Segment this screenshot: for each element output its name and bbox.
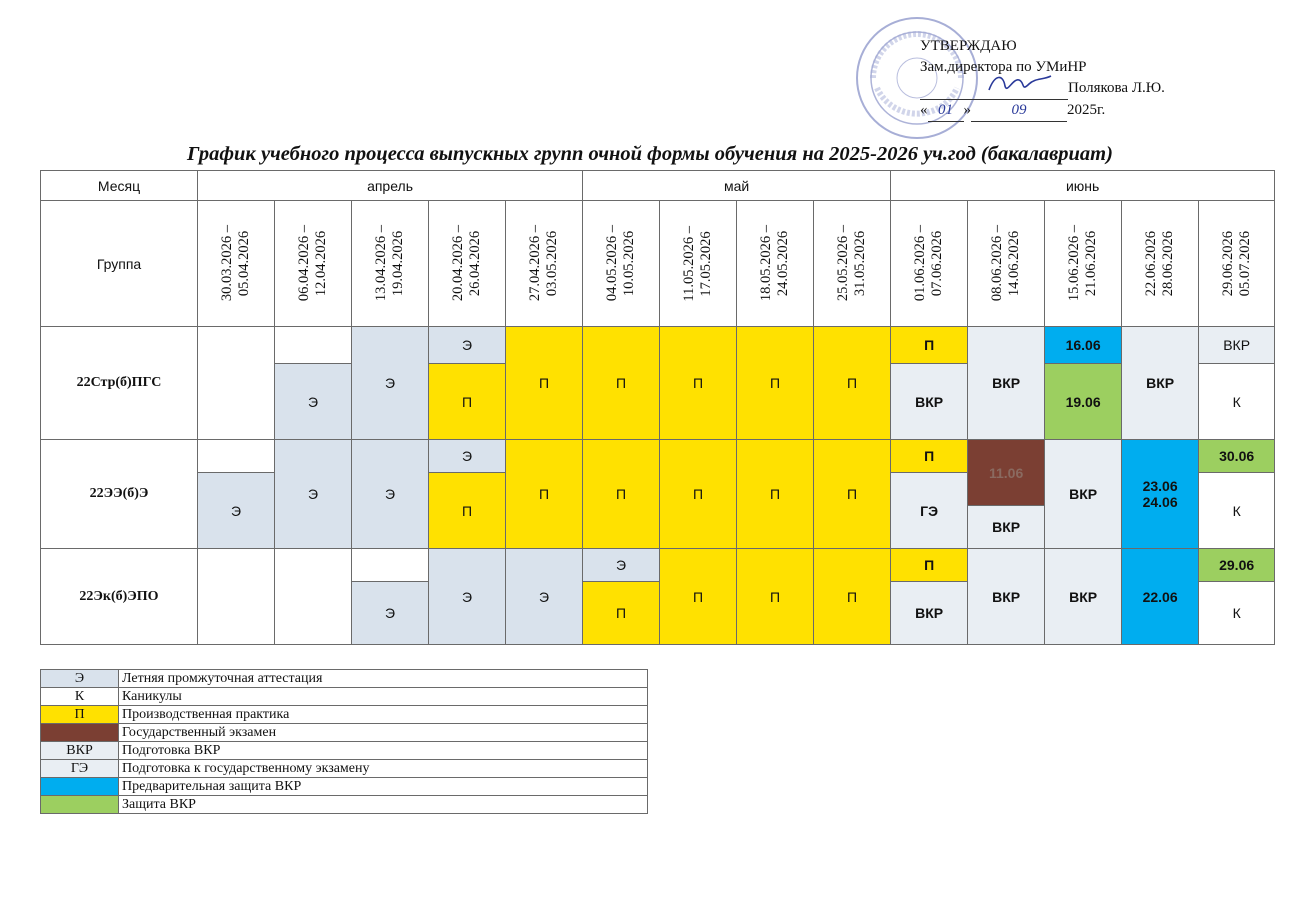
schedule-cell: Э: [275, 440, 352, 549]
schedule-cell: 22.06: [1122, 549, 1199, 645]
month-april: апрель: [198, 171, 583, 201]
legend-swatch: [41, 778, 119, 796]
signature-mark: [985, 70, 1055, 98]
month-may: май: [583, 171, 891, 201]
schedule-cell: [198, 440, 275, 473]
week-header: 22.06.2026 28.06.2026: [1122, 201, 1199, 327]
schedule-cell: [275, 327, 352, 364]
schedule-cell: П: [660, 327, 737, 440]
schedule-cell: Э: [583, 549, 660, 582]
approval-month: 09: [971, 100, 1067, 122]
schedule-cell: ВКР: [891, 364, 968, 440]
legend-text: Подготовка к государственному экзамену: [119, 760, 648, 778]
legend-swatch: [41, 796, 119, 814]
legend-table: [40, 669, 648, 814]
legend-row: [41, 706, 648, 724]
approval-date: « 01 » 09 2025г.: [920, 100, 1165, 122]
schedule-cell: К: [1199, 582, 1275, 645]
legend-swatch: ВКР: [41, 742, 119, 760]
schedule-cell: П: [891, 440, 968, 473]
group-name: 22ЭЭ(б)Э: [41, 440, 198, 549]
schedule-cell: П: [506, 327, 583, 440]
week-header: 20.04.2026 – 26.04.2026: [429, 201, 506, 327]
legend-text: Государственный экзамен: [119, 724, 648, 742]
schedule-cell: П: [814, 327, 891, 440]
schedule-cell: [275, 549, 352, 645]
week-header: 01.06.2026 – 07.06.2026: [891, 201, 968, 327]
schedule-cell: Э: [352, 440, 429, 549]
legend-text: Каникулы: [119, 688, 648, 706]
schedule-cell: 11.06: [968, 440, 1045, 506]
schedule-cell: Э: [506, 549, 583, 645]
week-header: 30.03.2026 – 05.04.2026: [198, 201, 275, 327]
schedule-cell: П: [660, 549, 737, 645]
schedule-cell: П: [737, 327, 814, 440]
schedule-cell: П: [891, 327, 968, 364]
approval-day: 01: [928, 100, 964, 122]
schedule-cell: К: [1199, 473, 1275, 549]
schedule-cell: П: [891, 549, 968, 582]
schedule-cell: Э: [429, 440, 506, 473]
schedule-cell: ВКР: [1199, 327, 1275, 364]
schedule-cell: П: [583, 327, 660, 440]
week-header: 04.05.2026 – 10.05.2026: [583, 201, 660, 327]
schedule-cell: П: [583, 440, 660, 549]
schedule-cell: ВКР: [968, 506, 1045, 549]
schedule-cell: ВКР: [1045, 549, 1122, 645]
week-header: 25.05.2026 – 31.05.2026: [814, 201, 891, 327]
week-header: 13.04.2026 – 19.04.2026: [352, 201, 429, 327]
schedule-cell: ВКР: [968, 549, 1045, 645]
month-june: июнь: [891, 171, 1275, 201]
schedule-cell: П: [814, 549, 891, 645]
week-header: 11.05.2026 – 17.05.2026: [660, 201, 737, 327]
schedule-cell: ВКР: [1122, 327, 1199, 440]
legend-swatch: К: [41, 688, 119, 706]
week-header: 27.04.2026 – 03.05.2026: [506, 201, 583, 327]
group-name: 22Стр(б)ПГС: [41, 327, 198, 440]
schedule-cell: Э: [198, 473, 275, 549]
schedule-cell: П: [429, 364, 506, 440]
schedule-cell: ВКР: [968, 327, 1045, 440]
approval-name: Полякова Л.Ю.: [1068, 80, 1165, 96]
schedule-cell: 16.06: [1045, 327, 1122, 364]
schedule-cell: ВКР: [1045, 440, 1122, 549]
schedule-cell: [352, 549, 429, 582]
legend-row: [41, 670, 648, 688]
legend-row: [41, 742, 648, 760]
legend-text: Подготовка ВКР: [119, 742, 648, 760]
schedule-cell: 30.06: [1199, 440, 1275, 473]
schedule-cell: Э: [429, 549, 506, 645]
approval-position: Зам.директора по УМиНР: [920, 59, 1087, 75]
legend-row: [41, 778, 648, 796]
week-header: 29.06.2026 05.07.2026: [1199, 201, 1275, 327]
schedule-cell: П: [660, 440, 737, 549]
group-label: Группа: [41, 201, 198, 327]
schedule-cell: П: [814, 440, 891, 549]
week-header: 18.05.2026 – 24.05.2026: [737, 201, 814, 327]
schedule-cell: [198, 327, 275, 440]
legend-row: [41, 760, 648, 778]
schedule-cell: П: [737, 549, 814, 645]
schedule-cell: Э: [429, 327, 506, 364]
schedule-cell: 29.06: [1199, 549, 1275, 582]
week-header: 15.06.2026 – 21.06.2026: [1045, 201, 1122, 327]
approval-title: УТВЕРЖДАЮ: [920, 38, 1017, 54]
legend-row: [41, 688, 648, 706]
legend-swatch: [41, 724, 119, 742]
schedule-cell: П: [737, 440, 814, 549]
schedule-cell: П: [583, 582, 660, 645]
legend-row: [41, 796, 648, 814]
schedule-cell: ВКР: [891, 582, 968, 645]
document-title: График учебного процесса выпускных групп очной формы обучения на 2025-2026 уч.год (бакалавриат): [187, 143, 1113, 165]
schedule-cell: [198, 549, 275, 645]
schedule-table: [40, 170, 1275, 645]
group-name: 22Эк(б)ЭПО: [41, 549, 198, 645]
legend-text: Защита ВКР: [119, 796, 648, 814]
legend-text: Летняя промжуточная аттестация: [119, 670, 648, 688]
legend-swatch: Э: [41, 670, 119, 688]
schedule-cell: П: [429, 473, 506, 549]
legend-swatch: ГЭ: [41, 760, 119, 778]
legend-swatch: П: [41, 706, 119, 724]
schedule-cell: Э: [352, 327, 429, 440]
schedule-cell: 19.06: [1045, 364, 1122, 440]
schedule-cell: Э: [352, 582, 429, 645]
week-header: 06.04.2026 – 12.04.2026: [275, 201, 352, 327]
schedule-cell: ГЭ: [891, 473, 968, 549]
schedule-cell: К: [1199, 364, 1275, 440]
legend-row: [41, 724, 648, 742]
week-header: 08.06.2026 – 14.06.2026: [968, 201, 1045, 327]
legend-text: Производственная практика: [119, 706, 648, 724]
month-label: Месяц: [41, 171, 198, 201]
approval-year: 2025г.: [1067, 102, 1106, 118]
schedule-cell: 23.06 24.06: [1122, 440, 1199, 549]
legend-text: Предварительная защита ВКР: [119, 778, 648, 796]
schedule-cell: Э: [275, 364, 352, 440]
schedule-cell: П: [506, 440, 583, 549]
